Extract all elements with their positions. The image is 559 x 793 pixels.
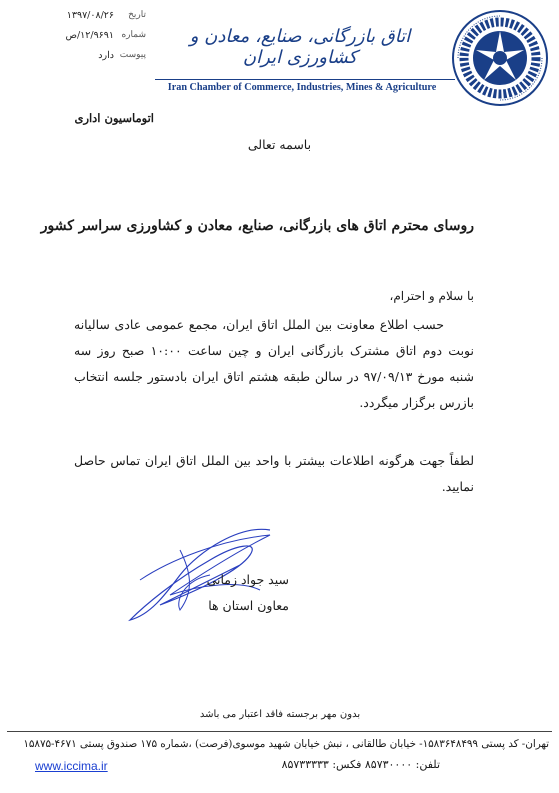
meta-date-label: تاریخ [128,10,146,20]
globe-emblem-icon [450,8,550,108]
signatory-title: معاون استان ها [208,598,289,613]
greeting: با سلام و احترام، [389,289,474,303]
meta-number-value: ۱۲/۹۶۹۱/ص [65,30,114,41]
recipient-line: روسای محترم اتاق های بازرگانی، صنایع، معادن و کشاورزی سراسر کشور [40,218,474,234]
body-paragraph-2: لطفاً جهت هرگونه اطلاعات بیشتر با واحد بین الملل اتاق ایران تماس حاصل نمایید. [74,453,474,494]
org-name-en: Iran Chamber of Commerce, Industries, Mines & Agriculture [167,82,437,93]
website-link[interactable]: www.iccima.ir [35,759,108,773]
meta-date-value: ۱۳۹۷/۰۸/۲۶ [66,10,114,21]
meta-number-label: شماره [121,30,146,40]
meta-number-row [28,30,146,50]
footer-address: تهران- کد پستی ۱۵۸۳۶۴۸۴۹۹- خیابان طالقانی ، نبش خیابان شهید موسوی(فرصت) ،شماره ۱۷۵ صندوق پستی ۴۶۷۱-۱۵۸۷۵ [23,738,549,750]
salutation: باسمه تعالی [247,137,312,152]
body-paragraph-1: حسب اطلاع معاونت بین الملل اتاق ایران، مجمع عمومی عادی سالیانه نوبت دوم اتاق مشترک بازرگانی ایران و چین ساعت ۱۰:۰۰ صبح روز سه شنبه مورخ ۹۷/۰۹/۱۳ در سالن طبقه هشتم اتاق ایران بادستور جلسه انتخاب بازرس برگزار میگردد. [74,317,474,410]
footer-divider [7,731,552,732]
meta-date-row [28,10,146,30]
meta-attachment-label: پیوست [119,50,146,60]
org-name-fa: اتاق بازرگانی، صنایع، معادن و کشاورزی ایران [189,26,411,68]
meta-attachment-value: دارد [98,50,114,61]
department-label: اتوماسیون اداری [74,111,154,125]
footer-contact: تلفن: ۸۵۷۳۰۰۰۰ فکس: ۸۵۷۳۳۳۳۳ [281,758,440,771]
meta-attachment-row [28,50,146,70]
signatory-name: سید جواد زمانی [206,572,289,587]
header-divider [155,79,455,80]
stamp-validity-note: بدون مهر برجسته فاقد اعتبار می باشد [199,709,361,720]
signatory-block [207,567,289,619]
letter-meta [28,10,146,70]
